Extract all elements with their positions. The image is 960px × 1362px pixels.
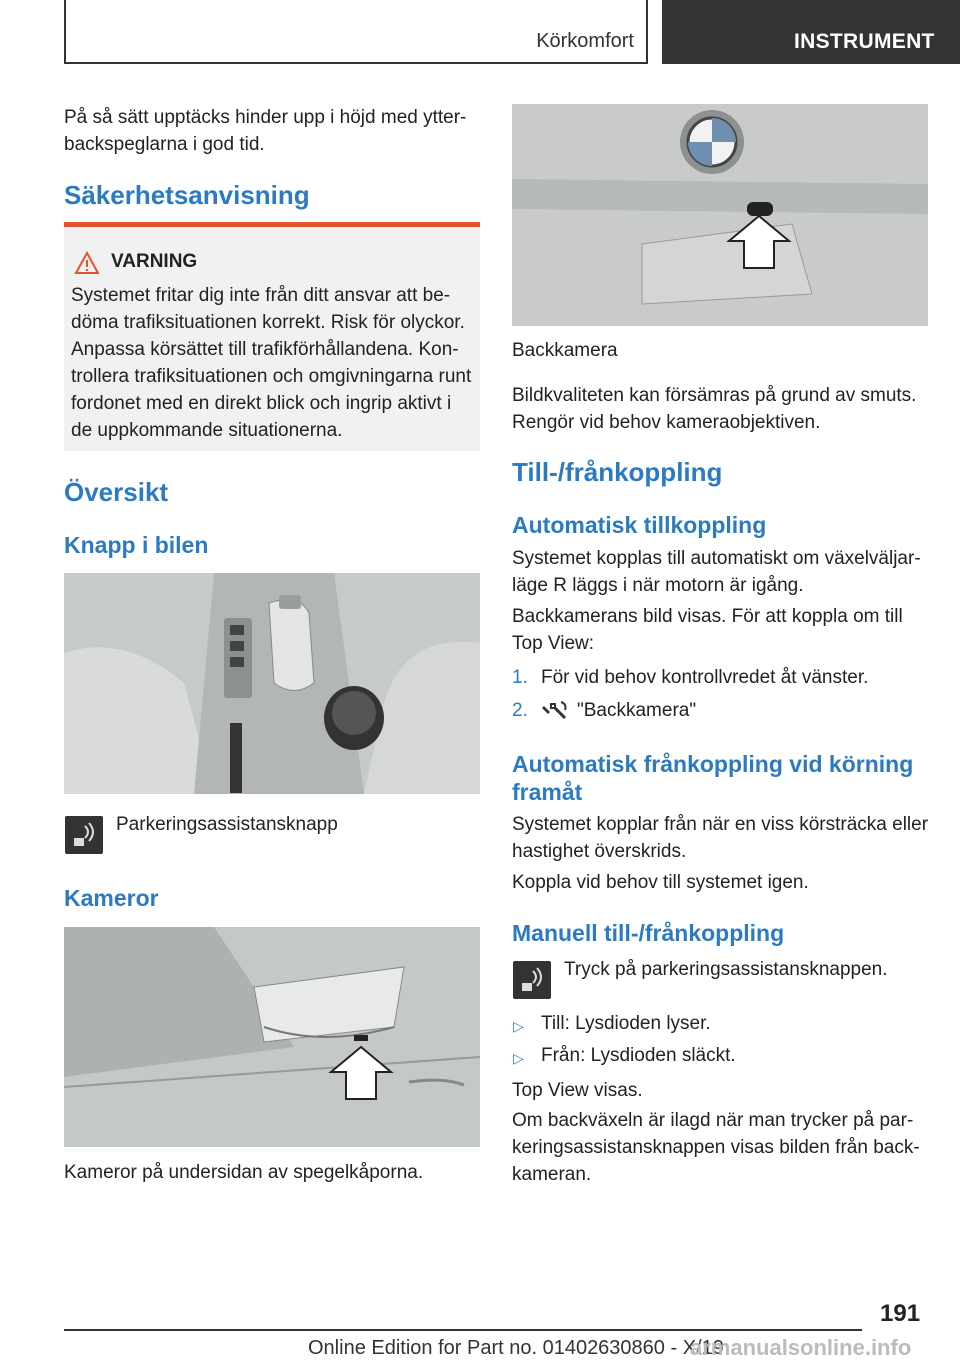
manual-text: Tryck på parkeringsassistansknappen. bbox=[564, 959, 888, 980]
auto-off-heading: Automatisk frånkoppling vid körning framåt bbox=[512, 751, 914, 805]
step-text: "Backkamera" bbox=[577, 700, 697, 721]
safety-heading: Säkerhetsanvisning bbox=[64, 180, 310, 210]
step-text: För vid behov kontrollvredet åt vänster. bbox=[541, 667, 869, 688]
rear-camera-caption: Backkamera bbox=[512, 340, 618, 361]
bullet-text: Till: Lysdioden lyser. bbox=[541, 1013, 711, 1034]
parking-assist-button-icon bbox=[513, 961, 551, 999]
settings-wrench-icon bbox=[541, 700, 569, 722]
section-tab bbox=[64, 0, 648, 64]
warning-title: VARNING bbox=[111, 251, 198, 272]
bullet-text: Från: Lysdioden släckt. bbox=[541, 1045, 736, 1066]
auto-on-text-2: Backkamerans bild visas. För att koppla om till Top View: bbox=[512, 606, 903, 654]
auto-off-text: Systemet kopplar från när en viss körsträcka eller hastighet överskrids. bbox=[512, 814, 929, 862]
top-view-text: Top View visas. bbox=[512, 1080, 643, 1101]
step-number: 1. bbox=[512, 667, 528, 688]
gear-selector-illustration bbox=[64, 573, 480, 794]
section-tab-label: Körkomfort bbox=[536, 30, 634, 52]
parking-assist-button-icon bbox=[65, 816, 103, 854]
trunk-camera-illustration bbox=[512, 104, 928, 326]
auto-on-heading: Automatisk tillkoppling bbox=[512, 512, 767, 538]
footer-divider bbox=[64, 1329, 862, 1331]
page-number: 191 bbox=[880, 1300, 921, 1327]
auto-off-text-2: Koppla vid behov till systemet igen. bbox=[512, 872, 809, 893]
chapter-tab bbox=[662, 0, 960, 64]
bullet-marker-icon: ▷ bbox=[513, 1018, 524, 1034]
cameras-caption: Kameror på undersidan av spegelkåporna. bbox=[64, 1162, 424, 1183]
side-mirror-illustration bbox=[64, 927, 480, 1147]
warning-triangle-icon bbox=[74, 251, 100, 275]
step-number: 2. bbox=[512, 700, 528, 721]
button-heading: Knapp i bilen bbox=[64, 532, 209, 558]
cameras-heading: Kameror bbox=[64, 885, 159, 911]
watermark: armanualsonline.info bbox=[690, 1335, 912, 1360]
warning-text: Systemet fritar dig inte från ditt ansvar att be-döma trafiksituationen korrekt. Risk för olyckor. Anpassa körsättet till trafikförhållandena. Kon-trollera trafiksituationen och omgivningarna runt fordonet med en direkt blick och ingrip aktivt i de uppkommande situationerna. bbox=[71, 285, 472, 441]
reverse-text: Om backväxeln är ilagd när man trycker på par-keringsassistansknappen visas bilden från back-kameran. bbox=[512, 1110, 920, 1185]
auto-on-text: Systemet kopplas till automatiskt om växelväljar-läge R läggs i när motorn är igång. bbox=[512, 548, 921, 596]
chapter-tab-label: INSTRUMENT bbox=[794, 30, 935, 53]
manual-heading: Manuell till-/frånkoppling bbox=[512, 920, 785, 946]
edition-text: Online Edition for Part no. 01402630860 - X/19 bbox=[308, 1337, 724, 1359]
warning-box bbox=[64, 222, 480, 451]
toggle-heading: Till-/frånkoppling bbox=[512, 457, 723, 487]
bullet-marker-icon: ▷ bbox=[513, 1050, 524, 1066]
step-item bbox=[512, 667, 528, 689]
intro-text: På så sätt upptäcks hinder upp i höjd med ytter-backspeglarna i god tid. bbox=[64, 107, 467, 155]
overview-heading: Översikt bbox=[64, 477, 169, 507]
rear-camera-photo bbox=[512, 104, 928, 326]
car-interior-photo bbox=[64, 573, 480, 794]
image-quality-text: Bildkvaliteten kan försämras på grund av smuts. Rengör vid behov kameraobjektiven. bbox=[512, 385, 917, 433]
step-item bbox=[512, 700, 528, 722]
mirror-camera-photo bbox=[64, 927, 480, 1147]
parking-button-caption: Parkeringsassistansknapp bbox=[116, 814, 338, 835]
